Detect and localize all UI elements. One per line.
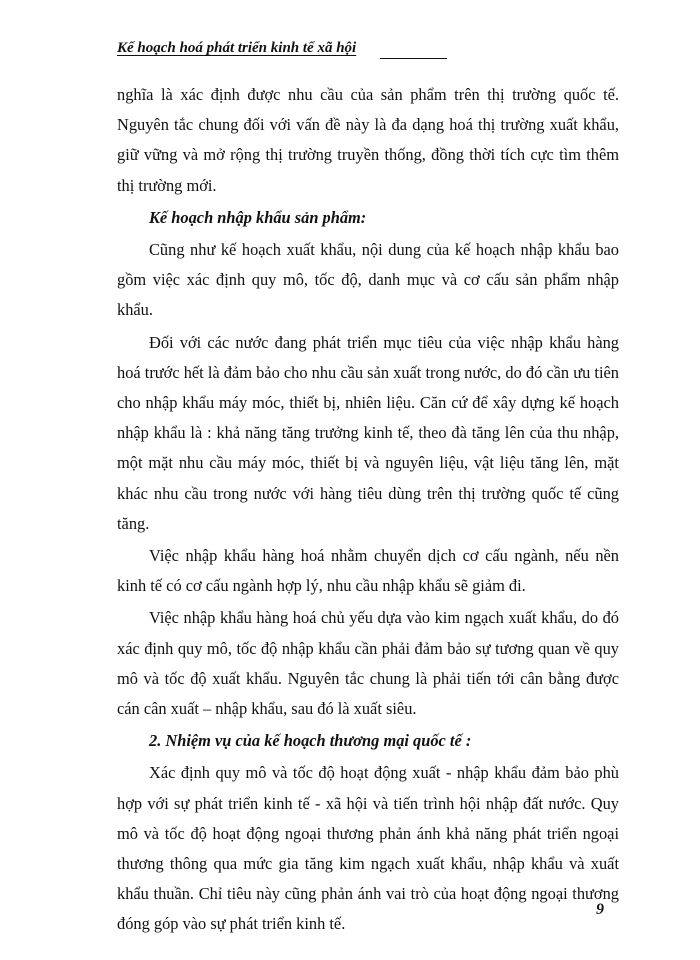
paragraph-continuation: nghĩa là xác định được nhu cầu của sản phẩm trên thị trường quốc tế. Nguyên tắc chung đối với vấn đề này là đa dạng hoá thị trường xuất khẩu, giữ vững và mở rộng thị trường truyền thống, đồng thời tích cực tìm thêm thị trường mới. [117, 85, 619, 195]
paragraph-trade-tasks: Xác định quy mô và tốc độ hoạt động xuất - nhập khẩu đảm bảo phù hợp với sự phát triển kinh tế - xã hội và tiến trình hội nhập đất nước. Quy mô và tốc độ hoạt động ngoại thương phản ánh khả năng phát triển ngoại thương thông qua mức gia tăng kim ngạch xuất khẩu, nhập khẩu và xuất khẩu thuần. Chỉ tiêu này cũng phản ánh vai trò của hoạt động ngoại thương đóng góp vào sự phát triển kinh tế. [117, 763, 619, 934]
document-body [117, 80, 619, 942]
paragraph-export-dependence: Việc nhập khẩu hàng hoá chủ yếu dựa vào kim ngạch xuất khẩu, do đó xác định quy mô, tốc độ nhập khẩu cần phải đảm bảo sự tương quan về quy mô và tốc độ xuất khẩu. Nguyên tắc chung là phải tiến tới cân bằng được cán cân xuất – nhập khẩu, sau đó là xuất siêu. [117, 608, 619, 719]
running-header: Kế hoạch hoá phát triển kinh tế xã hội [117, 40, 357, 56]
header-underline-rule [380, 58, 447, 59]
page-number: 9 [596, 901, 604, 918]
paragraph-structure-shift: Việc nhập khẩu hàng hoá nhằm chuyển dịch cơ cấu ngành, nếu nền kinh tế có cơ cấu ngành hợp lý, nhu cầu nhập khẩu sẽ giảm đi. [117, 546, 619, 596]
section-heading-import-plan: Kế hoạch nhập khẩu sản phẩm: [149, 207, 367, 227]
section-heading-trade-tasks: 2. Nhiệm vụ của kế hoạch thương mại quốc tế : [149, 731, 472, 751]
paragraph-developing-countries: Đối với các nước đang phát triển mục tiêu của việc nhập khẩu hàng hoá trước hết là đảm bảo cho nhu cầu sản xuất trong nước, do đó cần ưu tiên cho nhập khẩu máy móc, thiết bị, nhiên liệu. Căn cứ để xây dựng kế hoạch nhập khẩu là : khả năng tăng trưởng kinh tế, theo đà tăng lên của thu nhập, một mặt nhu cầu máy móc, thiết bị và nguyên liệu, vật liệu tăng lên, mặt khác nhu cầu trong nước với hàng tiêu dùng trên thị trường quốc tế cũng tăng. [117, 332, 619, 533]
paragraph-import-content: Cũng như kế hoạch xuất khẩu, nội dung của kế hoạch nhập khẩu bao gồm việc xác định quy mô, tốc độ, danh mục và cơ cấu sản phẩm nhập khẩu. [117, 240, 619, 320]
